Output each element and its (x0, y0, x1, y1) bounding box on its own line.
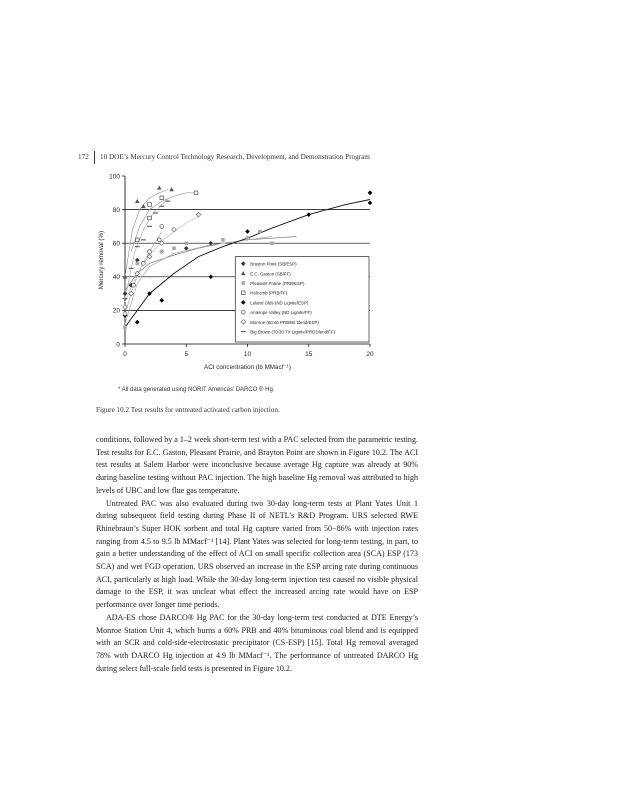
data-point (148, 203, 152, 207)
paragraph-3: ADA-ES chose DARCO® Hg PAC for the 30-day long-term test conducted at DTE Energy’s Monroe Station Unit 4, which burns a 60% PRB and 40% bituminous coal blend and is equipped with an SCR and cold-side-electrostatic precipitator (CS-ESP) [15]. Total Hg removal averaged 78% with DARCO Hg injection at 4.9 lb MMacf⁻¹. The performance of untreated DARCO Hg during select full-scale field tests is presented in Figure 10.2. (96, 612, 418, 673)
y-tick-label: 40 (112, 274, 120, 282)
legend-marker (241, 291, 245, 295)
data-point (135, 199, 140, 203)
x-tick-label: 20 (366, 351, 374, 358)
series-1-fit (125, 189, 168, 276)
paragraph-2: Untreated PAC was also evaluated during two 30-day long-term tests at Plant Yates Unit 1 during subsequent field testing during Phase II of NETL’s R&D Program. URS selected RWE Rhinebraun’s Super HOK sorbent and total Hg capture varied from 50−86% with injection rates ranging from 4.5 to 9.5 lb MMacf⁻¹ [14]. Plant Yates was selected for long-term testing, in part, to gain a better understanding of the effect of ACI on small specific collection area (SCA) ESP (173 SCA) and wet FGD operation. URS observed an increase in the ESP arcing rate during continuous ACI, particularly at high load. While the 30-day long-term injection test caused no visible physical damage to the ESP, it was unclear what effect the increased arcing rate would have on ESP performance over longer time periods. (96, 498, 418, 610)
figure-chart (78, 166, 388, 386)
y-axis-title: Mercury removal (%) (98, 230, 105, 290)
y-tick-label: 80 (112, 206, 120, 214)
legend-label: Holcomb (PRB/FF) (250, 290, 288, 296)
legend (235, 257, 369, 342)
series-3-points (135, 191, 197, 242)
legend-label: Antelope Valley (ND Lignite/FF) (250, 310, 312, 316)
data-point (135, 238, 139, 242)
data-point (245, 229, 250, 234)
running-title: 10 DOE’s Mercury Control Technology Research, Development, and Demonstration Program (100, 153, 370, 161)
page-number: 172 (78, 153, 89, 161)
data-point (132, 283, 136, 287)
data-point (258, 230, 262, 234)
data-point (141, 261, 145, 265)
header-divider (94, 151, 95, 164)
data-point (194, 191, 198, 195)
x-axis-title: ACI concentration (lb MMacf⁻¹) (204, 364, 291, 371)
data-point (208, 275, 213, 280)
y-tick-label: 100 (109, 173, 120, 181)
data-point (135, 262, 139, 266)
legend-marker (241, 281, 245, 285)
y-tick-label: 20 (112, 307, 120, 315)
data-point (141, 204, 146, 208)
page-header (78, 151, 528, 165)
legend-marker (241, 310, 245, 314)
fit-curve (125, 189, 168, 276)
data-point (221, 238, 225, 242)
figure-footnote: * All data generated using NORIT Americas’ DARCO ® Hg. (118, 387, 275, 393)
data-point (368, 201, 373, 206)
paragraph-1: conditions, followed by a 1–2 week short-term test with a PAC selected from the parametric testing. Test results for E.C. Gaston, Pleasant Prairie, and Brayton Point are shown in Figure 10.2. The ACI test results at Salem Harbor were inconclusive because average Hg capture was already at 90% during baseline testing without PAC injection. The high baseline Hg removal was attributed to high levels of UBC and low flue gas temperature. (96, 435, 418, 495)
x-tick-label: 15 (305, 351, 313, 358)
y-tick-label: 60 (112, 240, 120, 248)
legend-label: Big Brown (70:30 TX Lignite/PRB blend/FF) (250, 329, 336, 335)
data-point (123, 325, 127, 329)
y-tick-label: 0 (116, 341, 120, 349)
data-point (159, 298, 164, 303)
legend-label: Brayton Point (SB/ESP) (250, 261, 297, 267)
data-point (196, 212, 201, 217)
legend-label: E.C. Gaston (SB/FF) (250, 271, 291, 277)
legend-label: Pleasant Prairie (PRB/ESP) (250, 281, 305, 287)
x-tick-label: 10 (243, 351, 252, 358)
legend-label: Monroe (60:40 PRB/Bit blend/ESP) (250, 319, 319, 325)
legend-label: Leland Olds (ND Lignite/ESP) (250, 300, 309, 306)
data-point (160, 196, 164, 200)
data-point (148, 216, 152, 220)
body-text (96, 434, 418, 675)
data-point (246, 236, 250, 240)
data-point (123, 312, 127, 316)
data-point (270, 241, 274, 245)
x-tick-label: 0 (123, 351, 127, 358)
figure-caption: Figure 10.2 Test results for untreated activated carbon injection. (96, 406, 280, 414)
data-point (368, 191, 373, 196)
data-point (169, 187, 174, 191)
data-point (306, 212, 311, 217)
data-point (157, 238, 161, 242)
data-point (172, 246, 176, 250)
data-point (157, 185, 162, 189)
data-point (172, 227, 177, 232)
data-point (160, 250, 164, 254)
x-tick-label: 5 (184, 351, 189, 358)
data-point (184, 241, 188, 245)
data-point (135, 320, 140, 325)
data-point (148, 250, 152, 254)
data-point (160, 225, 164, 229)
